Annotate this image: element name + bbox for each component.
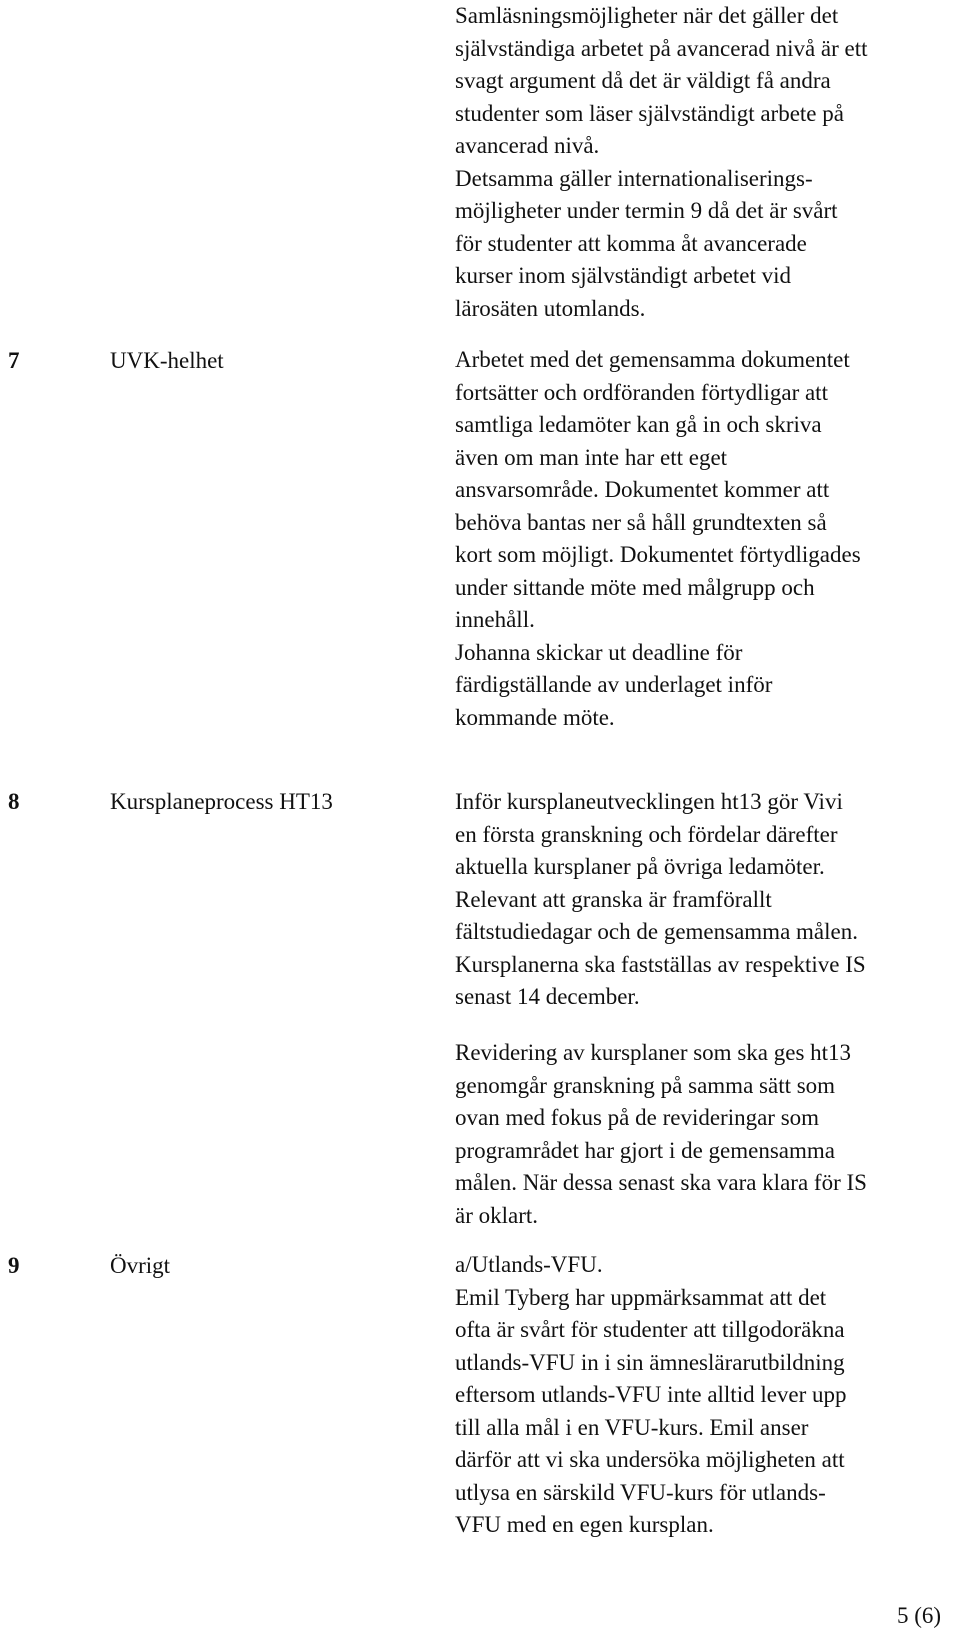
text-line: programrådet har gjort i de gemensamma	[455, 1137, 835, 1163]
text-line: under sittande möte med målgrupp och	[455, 574, 815, 600]
text-line: behöva bantas ner så håll grundtexten så	[455, 509, 827, 535]
item-8-paragraph-1	[455, 786, 866, 1014]
text-line: VFU med en egen kursplan.	[455, 1512, 714, 1537]
text-line: kommande möte.	[455, 704, 615, 730]
text-line: fortsätter och ordföranden förtydligar att	[455, 379, 828, 405]
item-number: 9	[8, 1253, 20, 1278]
text-line: möjligheter under termin 9 då det är svårt	[455, 198, 838, 223]
text-line: för studenter att komma åt avancerade	[455, 230, 807, 256]
text-line: Arbetet med det gemensamma dokumentet	[455, 347, 850, 372]
text-line: därför att vi ska undersöka möjligheten att	[455, 1447, 845, 1472]
text-line: svagt argument då det är väldigt få andra	[455, 68, 831, 93]
text-line: innehåll.	[455, 607, 535, 632]
text-line: samtliga ledamöter kan gå in och skriva	[455, 412, 822, 437]
text-line: utlysa en särskild VFU-kurs för utlands-	[455, 1479, 826, 1505]
item-title: Övrigt	[110, 1253, 171, 1278]
text-line: Emil Tyberg har uppmärksammat att det	[455, 1284, 827, 1310]
text-line: Johanna skickar ut deadline för	[455, 639, 743, 665]
text-line: lärosäten utomlands.	[455, 295, 646, 321]
text-line: ovan med fokus på de revideringar som	[455, 1105, 820, 1130]
text-line: genomgår granskning på samma sätt som	[455, 1072, 836, 1098]
text-line: avancerad nivå.	[455, 133, 600, 158]
text-line: ofta är svårt för studenter att tillgodoräkna	[455, 1317, 845, 1342]
item-8-paragraph-2	[455, 1037, 867, 1232]
text-line: a/Utlands-VFU.	[455, 1252, 603, 1277]
text-line: kurser inom självständigt arbetet vid	[455, 263, 791, 288]
item-7-paragraph	[455, 344, 861, 734]
text-line: Detsamma gäller internationaliserings-	[455, 165, 813, 191]
item-9-paragraph	[455, 1249, 847, 1542]
item-title: UVK-helhet	[110, 348, 224, 373]
text-line: Kursplanerna ska fastställas av respektive IS	[455, 951, 866, 977]
text-line: Inför kursplaneutvecklingen ht13 gör Vivi	[455, 789, 843, 814]
text-line: kort som möjligt. Dokumentet förtydligades	[455, 542, 861, 567]
item-title: Kursplaneprocess HT13	[110, 789, 333, 814]
text-line: Samläsningsmöjligheter när det gäller det	[455, 3, 839, 28]
text-line: utlands-VFU in i sin ämneslärarutbildning	[455, 1349, 845, 1375]
text-line: är oklart.	[455, 1202, 539, 1228]
text-line: fältstudiedagar och de gemensamma målen.	[455, 919, 858, 944]
text-line: till alla mål i en VFU-kurs. Emil anser	[455, 1414, 809, 1440]
text-line: aktuella kursplaner på övriga ledamöter.	[455, 854, 825, 879]
text-line: självständiga arbetet på avancerad nivå är ett	[455, 35, 868, 61]
text-line: senast 14 december.	[455, 984, 640, 1009]
item-number: 7	[8, 348, 20, 373]
intro-paragraph	[455, 0, 868, 325]
text-line: färdigställande av underlaget inför	[455, 672, 773, 697]
text-line: eftersom utlands-VFU inte alltid lever upp	[455, 1382, 847, 1407]
text-line: ansvarsområde. Dokumentet kommer att	[455, 477, 830, 502]
page-number: 5 (6)	[897, 1603, 942, 1628]
text-line: Relevant att granska är framförallt	[455, 886, 772, 912]
text-line: en första granskning och fördelar därefter	[455, 821, 838, 847]
text-line: även om man inte har ett eget	[455, 444, 728, 470]
item-number: 8	[8, 789, 20, 814]
text-line: Revidering av kursplaner som ska ges ht13	[455, 1040, 852, 1065]
text-line: studenter som läser självständigt arbete på	[455, 100, 844, 126]
text-line: målen. När dessa senast ska vara klara för IS	[455, 1170, 867, 1195]
